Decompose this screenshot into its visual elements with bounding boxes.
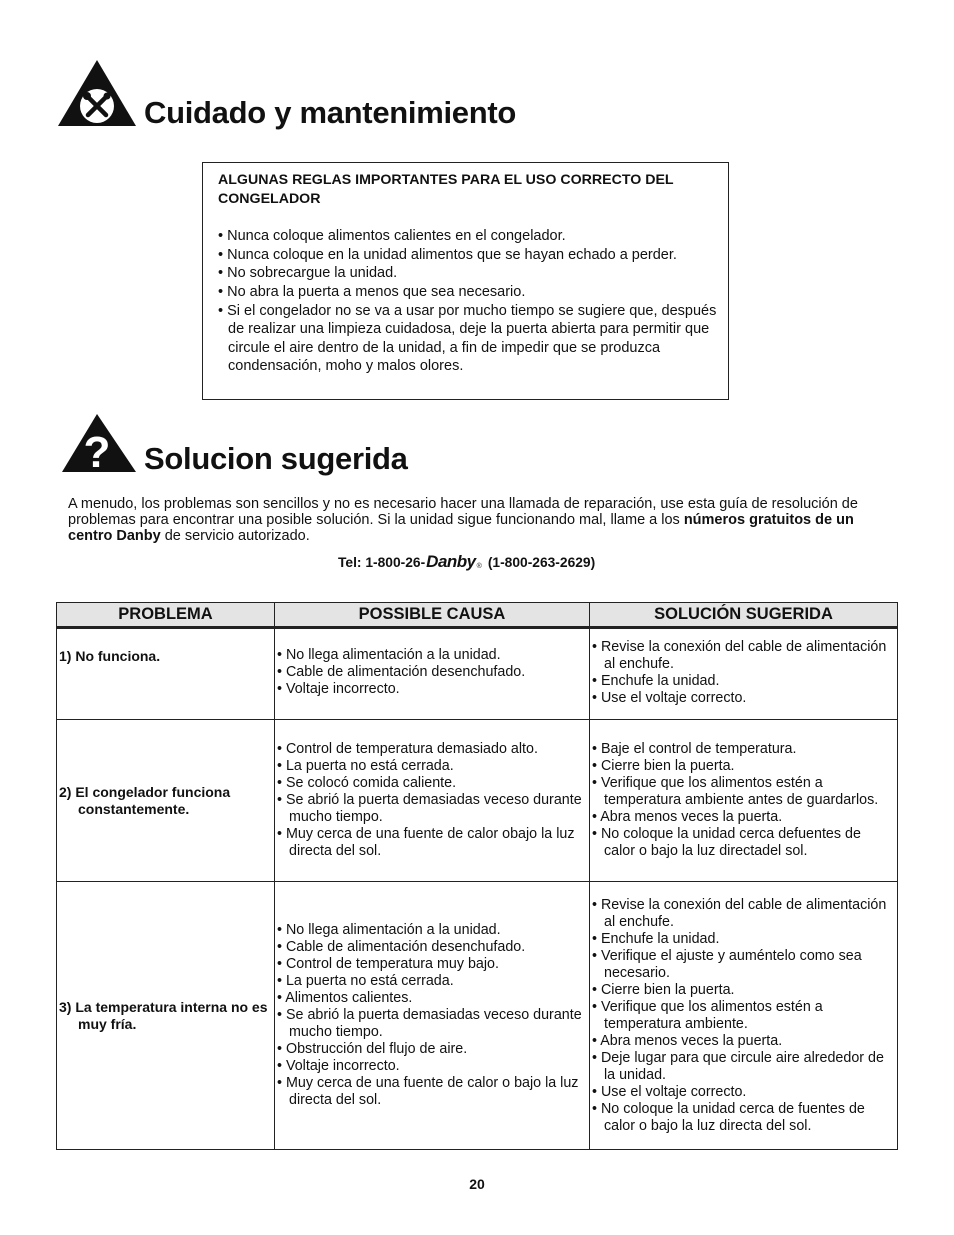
solution-cell [590, 882, 898, 1150]
list-item: • No llega alimentación a la unidad. [277, 647, 501, 663]
list-item: • Abra menos veces la puerta. [592, 809, 783, 825]
intro-bold-text: números gratuitos de un centro Danby [68, 512, 854, 544]
intro-paragraph [68, 496, 894, 544]
section-title-solution: Solucion sugerida [144, 441, 408, 476]
cause-list [277, 741, 587, 860]
list-item: • Se colocó comida caliente. [277, 775, 457, 791]
list-item: • Voltaje incorrecto. [277, 681, 400, 697]
danby-logo: Danby [426, 552, 476, 571]
rules-box-title: ALGUNAS REGLAS IMPORTANTES PARA EL USO CORRECTO DEL CONGELADOR [218, 172, 674, 207]
table-row [57, 628, 898, 720]
rules-box [202, 162, 729, 400]
header-solution: SOLUCIÓN SUGERIDA [590, 603, 898, 628]
header-problem: PROBLEMA [57, 603, 275, 628]
rule-item: • No sobrecargue la unidad. [218, 265, 398, 282]
list-item: • Cable de alimentación desenchufado. [277, 664, 526, 680]
svg-text:?: ? [83, 428, 111, 474]
solution-list [592, 897, 895, 1135]
rule-item: • Nunca coloque alimentos calientes en el congelador. [218, 228, 566, 245]
problem-cell [57, 628, 275, 720]
problem-cell [57, 882, 275, 1150]
rules-list [218, 227, 720, 376]
rule-item: • Si el congelador no se va a usar por mucho tiempo se sugiere que, después de realizar una limpieza cuidadosa, deje la puerta abierta para permitir que circule el aire dentro de la unidad, a fin de impedir que se produzca condensación, moho y malos olores. [218, 302, 717, 375]
list-item: • Cierre bien la puerta. [592, 981, 735, 998]
problem-cell [57, 720, 275, 882]
solution-cell [590, 720, 898, 882]
table-row [57, 720, 898, 882]
tel-prefix: Tel: 1-800-26- [338, 555, 426, 570]
section-title-care: Cuidado y mantenimiento [144, 95, 517, 130]
cause-cell [275, 628, 590, 720]
list-item: • Control de temperatura demasiado alto. [277, 741, 538, 757]
tel-number: (1-800-263-2629) [487, 555, 596, 570]
list-item: • Se abrió la puerta demasiadas veceso durante mucho tiempo. [277, 1007, 582, 1040]
list-item: • No llega alimentación a la unidad. [277, 922, 501, 938]
list-item: • La puerta no está cerrada. [277, 758, 454, 774]
troubleshooting-table [56, 602, 898, 1150]
list-item: • Verifique que los alimentos estén a temperatura ambiente. [592, 998, 823, 1032]
solution-list [592, 639, 895, 707]
table-header-row [57, 603, 898, 628]
question-warning-icon [56, 412, 138, 474]
tools-warning-icon [56, 58, 138, 128]
list-item: • Se abrió la puerta demasiadas veceso durante mucho tiempo. [277, 792, 582, 825]
list-item: • Obstrucción del flujo de aire. [277, 1041, 468, 1057]
list-item: • Cable de alimentación desenchufado. [277, 939, 526, 955]
list-item: • Revise la conexión del cable de alimentación al enchufe. [592, 639, 887, 672]
header-cause: POSSIBLE CAUSA [275, 603, 590, 628]
intro-text: A menudo, los problemas son sencillos y no es necesario hacer una llamada de reparación, use esta guía de resolución de problemas para encontrar una posible solución. Si la unidad sigue funcionando mal, llame a los [68, 496, 858, 528]
intro-text-end: de servicio autorizado. [160, 528, 310, 544]
solution-list [592, 741, 895, 860]
cause-cell [275, 720, 590, 882]
rule-item: • No abra la puerta a menos que sea necesario. [218, 283, 526, 300]
list-item: • Muy cerca de una fuente de calor o bajo la luz directa del sol. [277, 1075, 579, 1108]
cause-cell [275, 882, 590, 1150]
rule-item: • Nunca coloque en la unidad alimentos que se hayan echado a perder. [218, 246, 677, 263]
registered-mark: ® [476, 563, 482, 570]
solution-cell [590, 628, 898, 720]
problem-text: 1) No funciona. [59, 648, 161, 664]
list-item: • Use el voltaje correcto. [592, 690, 747, 706]
cause-list [277, 922, 587, 1109]
solution-heading [56, 412, 408, 474]
list-item: • Deje lugar para que circule aire alrededor de la unidad. [592, 1049, 884, 1083]
list-item: • Enchufe la unidad. [592, 673, 720, 689]
list-item: • Verifique el ajuste y auméntelo como sea necesario. [592, 947, 862, 981]
list-item: • Use el voltaje correcto. [592, 1083, 747, 1100]
page-number: 20 [469, 1176, 485, 1192]
list-item: • No coloque la unidad cerca defuentes de calor o bajo la luz directadel sol. [592, 826, 861, 859]
list-item: • Alimentos calientes. [277, 990, 413, 1006]
list-item: • Enchufe la unidad. [592, 930, 720, 947]
list-item: • Cierre bien la puerta. [592, 758, 735, 774]
list-item: • Verifique que los alimentos estén a temperatura ambiente antes de guardarlos. [592, 775, 879, 808]
care-heading [56, 58, 516, 128]
list-item: • Revise la conexión del cable de alimentación al enchufe. [592, 896, 887, 930]
list-item: • Control de temperatura muy bajo. [277, 956, 499, 972]
list-item: • Muy cerca de una fuente de calor obajo la luz directa del sol. [277, 826, 575, 859]
list-item: • Voltaje incorrecto. [277, 1058, 400, 1074]
list-item: • Baje el control de temperatura. [592, 741, 797, 757]
problem-text: 2) El congelador funciona constantemente. [59, 783, 231, 817]
telephone-line [338, 553, 595, 570]
table-row [57, 882, 898, 1150]
cause-list [277, 647, 587, 698]
list-item: • Abra menos veces la puerta. [592, 1032, 783, 1049]
list-item: • No coloque la unidad cerca de fuentes de calor o bajo la luz directa del sol. [592, 1100, 865, 1134]
list-item: • La puerta no está cerrada. [277, 973, 454, 989]
problem-text: 3) La temperatura interna no es muy fría. [59, 998, 268, 1032]
